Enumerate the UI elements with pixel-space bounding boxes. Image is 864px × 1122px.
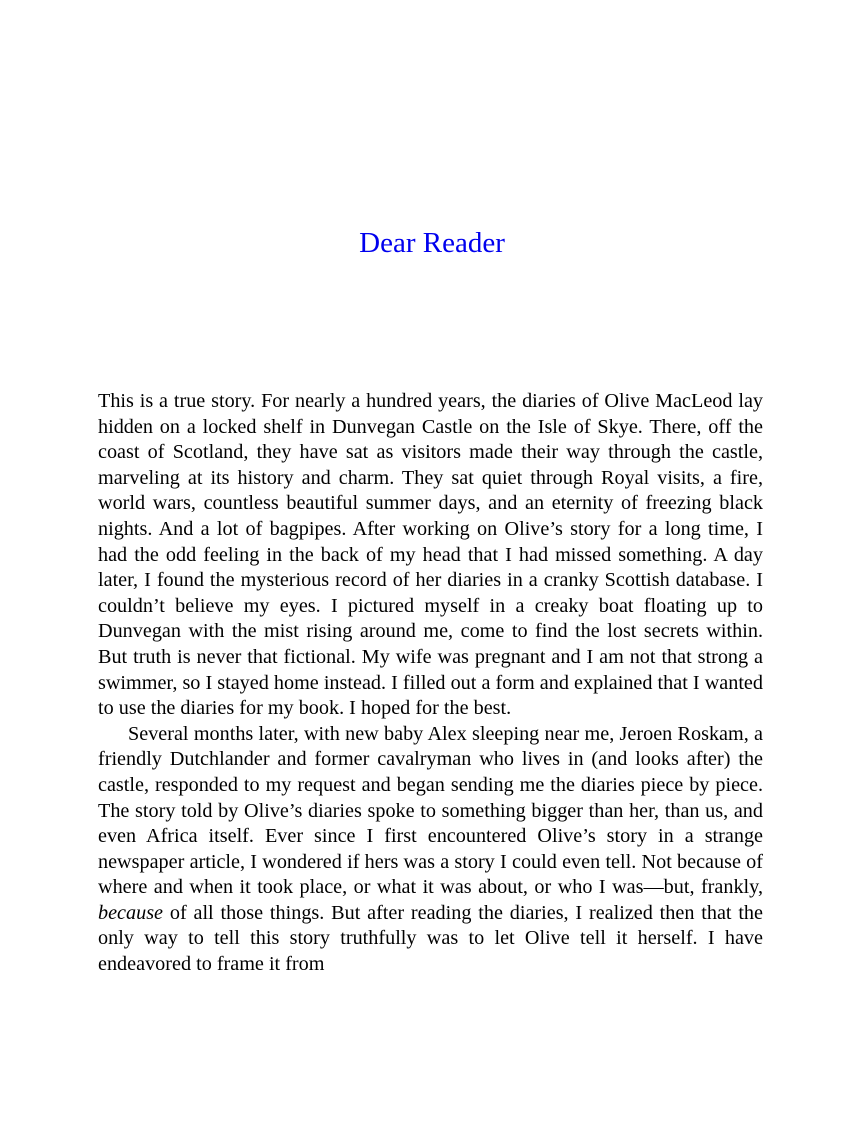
- paragraph-2-start: Several months later, with new baby Alex sleeping near me, Jeroen Roskam, a friendly Dutchlander and former cavalryman who lives in (and looks after) the castle, responded to my request and began sending me the diaries piece by piece. The story told by Olive’s diaries spoke to something bigger than her, than us, and even Africa itself. Ever since I first encountered Olive’s story in a strange newspaper article, I wondered if hers was a story I could even tell. Not because of where and when it took place, or what it was about, or who I was—but, frankly,: [98, 722, 763, 899]
- paragraph-1: This is a true story. For nearly a hundred years, the diaries of Olive MacLeod lay hidden on a locked shelf in Dunvegan Castle on the Isle of Skye. There, off the coast of Scotland, they have sat as visitors made their way through the castle, marveling at its history and charm. They sat quiet through Royal visits, a fire, world wars, countless beautiful summer days, and an eternity of freezing black nights. And a lot of bagpipes. After working on Olive’s story for a long time, I had the odd feeling in the back of my head that I had missed something. A day later, I found the mysterious record of her diaries in a cranky Scottish database. I couldn’t believe my eyes. I pictured myself in a creaky boat floating up to Dunvegan with the mist rising around me, come to find the lost secrets within. But truth is never that fictional. My wife was pregnant and I am not that strong a swimmer, so I stayed home instead. I filled out a form and explained that I wanted to use the diaries for my book. I hoped for the best.: [98, 390, 763, 720]
- paragraph-2: [98, 722, 763, 978]
- paragraph-2-end: of all those things. But after reading the diaries, I realized then that the only way to tell this story truthfully was to let Olive tell it herself. I have endeavored to frame it from: [98, 901, 763, 976]
- emphasis-because: because: [98, 901, 164, 924]
- chapter-heading: Dear Reader: [359, 227, 505, 259]
- body-text: [98, 389, 763, 978]
